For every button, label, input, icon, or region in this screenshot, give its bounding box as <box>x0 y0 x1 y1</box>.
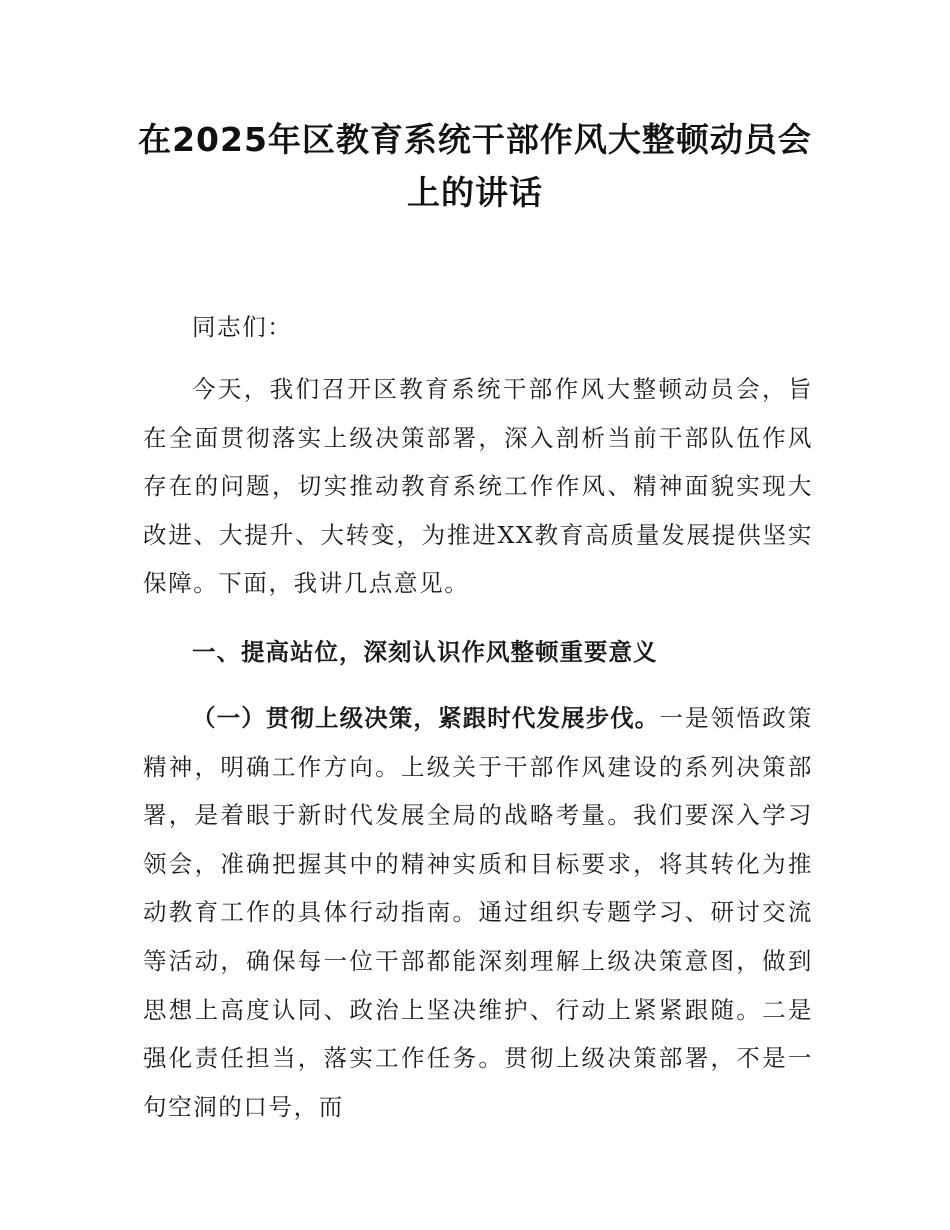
document-title <box>110 113 840 219</box>
subsection-body-1: 一是领悟政策精神，明确工作方向。上级关于干部作风建设的系列决策部署，是着眼于新时代发展全局的战略考量。我们要深入学习领会，准确把握其中的精神实质和目标要求，将其转化为推动教育工作的具体行动指南。通过组织专题学习、研讨交流等活动，确保每一位干部都能深刻理解上级决策意图，做到思想上高度认同、政治上坚决维护、行动上紧紧跟随。二是强化责任担当，落实工作任务。贯彻上级决策部署，不是一句空洞的口号，而 <box>143 704 814 1121</box>
subsection-heading-1: （一）贯彻上级决策，紧跟时代发展步伐。 <box>192 704 660 732</box>
greeting: 同志们： <box>192 313 293 341</box>
intro-paragraph: 今天，我们召开区教育系统干部作风大整顿动员会，旨在全面贯彻落实上级决策部署，深入剖析当前干部队伍作风存在的问题，切实推动教育系统工作作风、精神面貌实现大改进、大提升、大转变，为推进XX教育高质量发展提供坚实保障。下面，我讲几点意见。 <box>143 375 813 598</box>
title-line-2: 上的讲话 <box>407 173 543 212</box>
title-line-1: 在2025年区教育系统干部作风大整顿动员会 <box>138 120 812 159</box>
subsection-paragraph-1 <box>143 694 813 1131</box>
section-heading-1: 一、提高站位，深刻认识作风整顿重要意义 <box>192 638 658 666</box>
